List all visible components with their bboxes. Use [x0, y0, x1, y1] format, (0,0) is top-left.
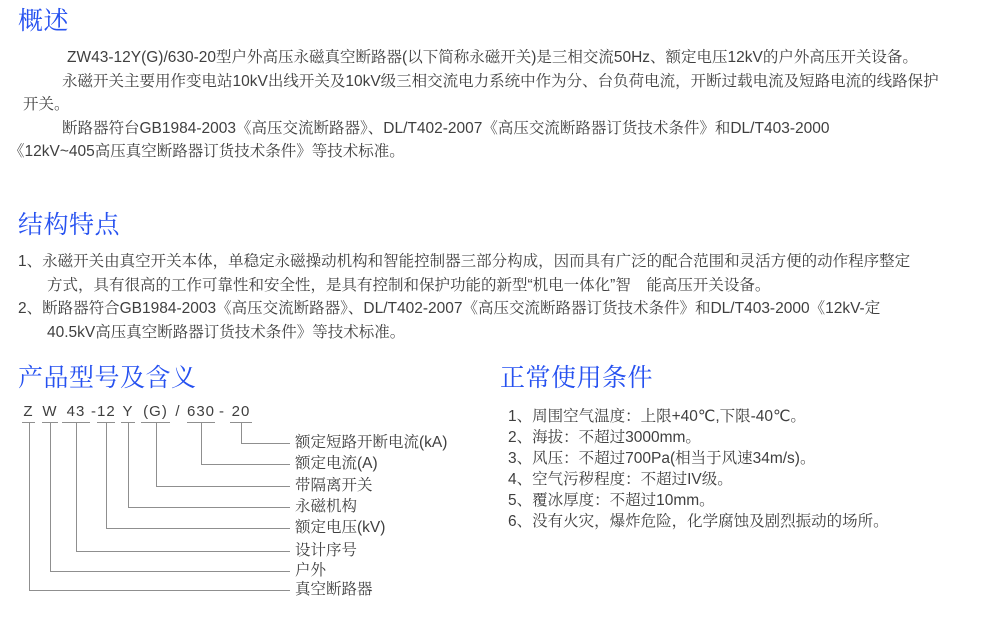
diagram-connector-vertical — [156, 422, 157, 486]
paragraph-line: 开关。 — [23, 96, 70, 113]
diagram-connector-horizontal — [50, 571, 290, 572]
diagram-connector-vertical — [201, 422, 202, 464]
model-segment: Z — [22, 403, 35, 423]
diagram-label: 设计序号 — [295, 542, 358, 559]
diagram-connector-horizontal — [29, 590, 290, 591]
diagram-label: 额定短路开断电流(kA) — [295, 434, 448, 451]
diagram-connector-vertical — [29, 422, 30, 590]
model-segment: 43 — [62, 403, 90, 423]
diagram-connector-horizontal — [156, 486, 290, 487]
diagram-connector-horizontal — [128, 507, 290, 508]
model-segment: (G) — [141, 403, 170, 423]
diagram-connector-vertical — [128, 422, 129, 507]
list-item-line: 1、永磁开关由真空开关本体，单稳定永磁操动机构和智能控制器三部分构成，因而具有广泛的配合范围和灵活方便的动作程序整定 — [18, 253, 911, 270]
condition-item: 4、空气污秽程度：不超过IV级。 — [508, 470, 733, 488]
condition-item: 5、覆冰厚度：不超过10mm。 — [508, 491, 715, 509]
diagram-connector-vertical — [50, 422, 51, 571]
paragraph-line: 《12kV~405高压真空断路器订货技术条件》等技术标准。 — [9, 143, 405, 160]
diagram-connector-horizontal — [201, 464, 290, 465]
diagram-label: 额定电压(kV) — [295, 519, 386, 536]
condition-item: 1、周围空气温度：上限+40℃,下限-40℃。 — [508, 408, 806, 425]
diagram-connector-vertical — [76, 422, 77, 551]
list-item-line: 40.5kV高压真空断路器订货技术条件》等技术标准。 — [47, 323, 406, 341]
model-segment: / — [175, 403, 181, 420]
paragraph-line: ZW43-12Y(G)/630-20型户外高压永磁真空断路器(以下简称永磁开关)是三相交流50Hz、额定电压12kV的户外高压开关设备。 — [67, 49, 918, 66]
condition-item: 3、风压：不超过700Pa(相当于风速34m/s)。 — [508, 449, 816, 467]
diagram-connector-vertical — [106, 422, 107, 528]
diagram-connector-horizontal — [241, 443, 290, 444]
diagram-label: 永磁机构 — [295, 498, 358, 515]
diagram-label: 带隔离开关 — [295, 477, 373, 494]
conditions-heading: 正常使用条件 — [500, 364, 654, 392]
conditions-list — [508, 407, 889, 532]
diagram-connector-horizontal — [76, 551, 290, 552]
model-segment: - — [91, 403, 97, 420]
overview-heading: 概述 — [18, 7, 70, 35]
model-segment: W — [42, 403, 58, 423]
model-segment: 12 — [97, 403, 115, 423]
list-item-line: 方式，具有很高的工作可靠性和安全性，是具有控制和保护功能的新型“机电一体化”智 能高压开关设备。 — [47, 276, 771, 294]
features-heading: 结构特点 — [18, 211, 121, 239]
condition-item: 2、海拔：不超过3000mm。 — [508, 428, 701, 446]
diagram-label: 真空断路器 — [295, 581, 373, 598]
model-segment: 630 — [187, 403, 215, 423]
condition-item: 6、没有火灾，爆炸危险，化学腐蚀及剧烈振动的场所。 — [508, 512, 889, 530]
list-item-line: 2、断路器符合GB1984-2003《高压交流断路器》、DL/T402-2007《高压交流断路器订货技术条件》和DL/T403-2000《12kV-定 — [18, 300, 881, 317]
diagram-label: 额定电流(A) — [295, 455, 378, 472]
paragraph-line: 断路器符台GB1984-2003《高压交流断路器》、DL/T402-2007《高压交流断路器订货技术条件》和DL/T403-2000 — [62, 119, 830, 137]
diagram-connector-vertical — [241, 422, 242, 443]
diagram-connector-horizontal — [106, 528, 290, 529]
model-segment: - — [219, 403, 225, 420]
paragraph-line: 永磁开关主要用作变电站10kV出线开关及10kV级三相交流电力系统中作为分、台负荷电流，开断过载电流及短路电流的线路保护 — [62, 72, 939, 90]
model-heading: 产品型号及含义 — [18, 364, 197, 392]
model-segment: 20 — [230, 403, 252, 423]
diagram-label: 户外 — [295, 562, 327, 579]
model-segment: Y — [121, 403, 135, 423]
